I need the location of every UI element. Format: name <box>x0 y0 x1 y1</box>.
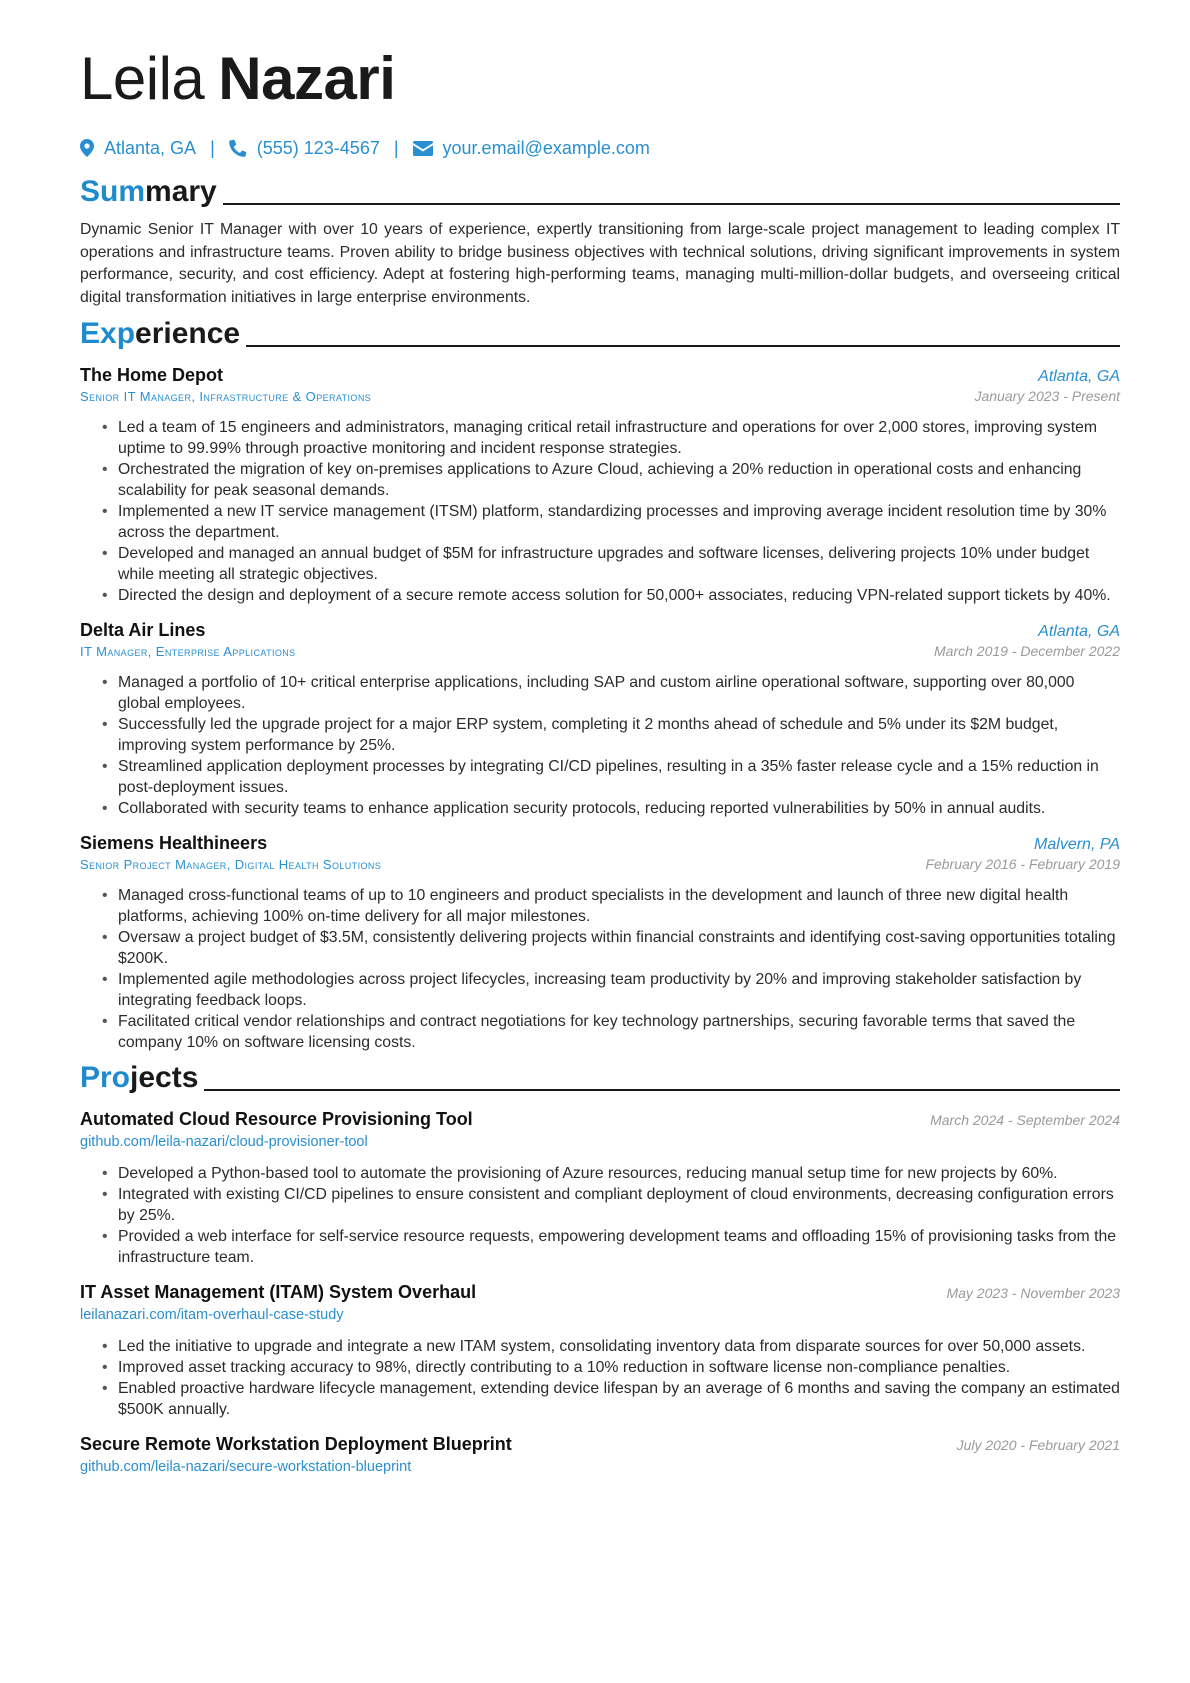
bullet-item: • Facilitated critical vendor relationships and contract negotiations for key technology partnerships, securing favorable terms that saved the company 10% on software licensing costs. <box>118 1011 1120 1053</box>
bullet-item: • Collaborated with security teams to enhance application security protocols, reducing reported vulnerabilities by 50% in annual audits. <box>118 798 1120 819</box>
location-text: Atlanta, GA <box>104 137 197 158</box>
section-divider <box>204 1089 1120 1091</box>
bullet-item: • Successfully led the upgrade project for a major ERP system, completing it 2 months ahead of schedule and 5% under its $2M budget, improving system performance by 25%. <box>118 714 1120 756</box>
first-name: Leila <box>80 45 205 112</box>
summary-heading-rest: mary <box>145 175 217 208</box>
project-title: IT Asset Management (ITAM) System Overhaul <box>80 1282 477 1302</box>
job-dates: March 2019 - December 2022 <box>934 643 1120 659</box>
summary-heading <box>80 175 1120 209</box>
project-link[interactable]: github.com/leila-nazari/cloud-provisioner-tool <box>80 1134 368 1150</box>
bullet-item: • Developed a Python-based tool to automate the provisioning of Azure resources, reducing manual setup time for new projects by 60%. <box>118 1163 1120 1184</box>
projects-heading <box>80 1061 1120 1095</box>
company-name: Siemens Healthineers <box>80 833 268 853</box>
job-location: Atlanta, GA <box>1038 368 1120 385</box>
bullet-item: • Integrated with existing CI/CD pipelines to ensure consistent and compliant deployment of cloud environments, decreasing configuration errors by 25%. <box>118 1184 1120 1226</box>
bullet-item: • Managed cross-functional teams of up to 10 engineers and product specialists in the development and launch of three new digital health platforms, achieving 100% on-time delivery for all major milestones. <box>118 885 1120 927</box>
bullet-item: • Improved asset tracking accuracy to 98%, directly contributing to a 10% reduction in software license non-compliance penalties. <box>118 1357 1120 1378</box>
project-dates: March 2024 - September 2024 <box>930 1112 1120 1128</box>
phone-text: (555) 123-4567 <box>256 137 380 158</box>
bullet-item: • Implemented agile methodologies across project lifecycles, increasing team productivity by 20% and improving stakeholder satisfaction by integrating feedback loops. <box>118 969 1120 1011</box>
map-pin-icon <box>80 139 94 157</box>
project-dates: May 2023 - November 2023 <box>946 1285 1120 1301</box>
project-entry <box>80 1432 1120 1478</box>
company-name: The Home Depot <box>80 365 224 385</box>
project-title: Automated Cloud Resource Provisioning Tool <box>80 1109 473 1129</box>
job-dates: January 2023 - Present <box>974 388 1120 404</box>
email-link[interactable]: your.email@example.com <box>442 137 650 158</box>
experience-heading-rest: erience <box>135 317 241 350</box>
summary-text: Dynamic Senior IT Manager with over 10 years of experience, expertly transitioning from large-scale project management to leading complex IT operations and infrastructure teams. Proven ability to bridge business objectives with technical solutions, driving significant improvements in system performance, security, and cost efficiency. Adept at fostering high-performing teams, managing multi-million-dollar budgets, and overseeing critical digital transformation initiatives in large enterprise environments. <box>80 221 1120 306</box>
job-bullets <box>80 885 1120 1053</box>
contact-separator: | <box>393 137 399 158</box>
bullet-item: • Streamlined application deployment processes by integrating CI/CD pipelines, resulting in a 35% faster release cycle and a 15% reduction in post-deployment issues. <box>118 756 1120 798</box>
bullet-item: • Led the initiative to upgrade and integrate a new ITAM system, consolidating inventory data from disparate sources for over 50,000 assets. <box>118 1336 1120 1357</box>
project-title: Secure Remote Workstation Deployment Blueprint <box>80 1434 512 1454</box>
job-entry <box>80 618 1120 819</box>
project-bullets <box>80 1336 1120 1420</box>
job-entry <box>80 363 1120 606</box>
job-bullets <box>80 417 1120 606</box>
bullet-item: • Directed the design and deployment of a secure remote access solution for 50,000+ associates, reducing VPN-related support tickets by 40%. <box>118 585 1120 606</box>
bullet-item: • Enabled proactive hardware lifecycle management, extending device lifespan by an average of 6 months and saving the company an estimated $500K annually. <box>118 1378 1120 1420</box>
company-name: Delta Air Lines <box>80 620 206 640</box>
last-name: Nazari <box>218 45 396 112</box>
project-dates: July 2020 - February 2021 <box>956 1437 1120 1453</box>
job-location: Malvern, PA <box>1034 836 1120 853</box>
contact-line <box>80 135 1120 161</box>
project-link[interactable]: github.com/leila-nazari/secure-workstation-blueprint <box>80 1459 412 1475</box>
job-entry <box>80 831 1120 1053</box>
job-title: Senior Project Manager, Digital Health Solutions <box>80 857 382 872</box>
bullet-item: • Developed and managed an annual budget of $5M for infrastructure upgrades and software licenses, delivering projects 10% under budget while meeting all strategic objectives. <box>118 543 1120 585</box>
bullet-item: • Orchestrated the migration of key on-premises applications to Azure Cloud, achieving a 20% reduction in operational costs and enhancing scalability for peak seasonal demands. <box>118 459 1120 501</box>
job-title: Senior IT Manager, Infrastructure & Operations <box>80 389 372 404</box>
resume-page <box>80 40 1120 1478</box>
candidate-name <box>80 40 1120 118</box>
project-link[interactable]: leilanazari.com/itam-overhaul-case-study <box>80 1307 344 1323</box>
summary-heading-accent: Sum <box>80 175 146 208</box>
bullet-item: • Provided a web interface for self-service resource requests, empowering development teams and offloading 15% of provisioning tasks from the infrastructure team. <box>118 1226 1120 1268</box>
section-divider <box>246 345 1120 347</box>
bullet-item: • Oversaw a project budget of $3.5M, consistently delivering projects within financial constraints and identifying cost-saving opportunities totaling $200K. <box>118 927 1120 969</box>
job-location: Atlanta, GA <box>1038 623 1120 640</box>
bullet-item: • Managed a portfolio of 10+ critical enterprise applications, including SAP and custom airline operational software, supporting over 80,000 global employees. <box>118 672 1120 714</box>
envelope-icon <box>413 141 433 156</box>
projects-heading-rest: jects <box>130 1061 199 1094</box>
bullet-item: • Led a team of 15 engineers and administrators, managing critical retail infrastructure and operations for over 2,000 stores, improving system uptime to 99.99% through proactive monitoring and incident response strategies. <box>118 417 1120 459</box>
project-bullets <box>80 1163 1120 1268</box>
experience-heading <box>80 317 1120 351</box>
job-bullets <box>80 672 1120 819</box>
bullet-item: • Implemented a new IT service management (ITSM) platform, standardizing processes and improving average incident resolution time by 30% across the department. <box>118 501 1120 543</box>
phone-icon <box>229 139 247 157</box>
job-dates: February 2016 - February 2019 <box>925 856 1120 872</box>
projects-heading-accent: Pro <box>80 1061 131 1094</box>
experience-heading-accent: Exp <box>80 317 136 350</box>
job-title: IT Manager, Enterprise Applications <box>80 644 296 659</box>
project-entry <box>80 1107 1120 1268</box>
project-entry <box>80 1280 1120 1420</box>
contact-separator: | <box>210 137 215 158</box>
section-divider <box>223 203 1120 205</box>
